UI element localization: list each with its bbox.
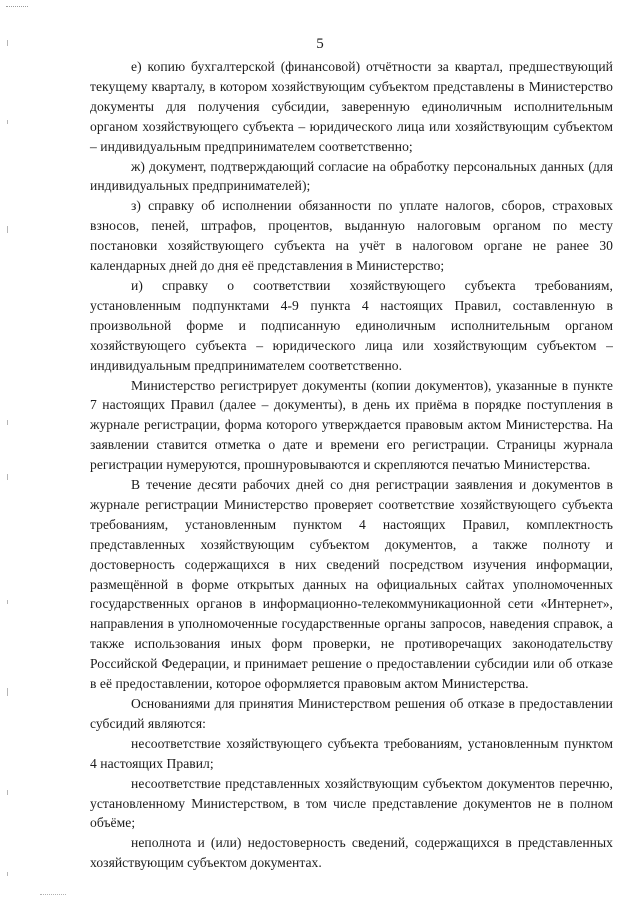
paragraph-refusal-grounds: Основаниями для принятия Министерством решения об отказе в предоставлении субсидий являются: [90,696,613,731]
refusal-ground-item: неполнота и (или) недостоверность сведений, содержащихся в представленных хозяйствующим субъектом документах. [90,835,613,871]
refusal-ground-item: несоответствие представленных хозяйствующим субъектом документов перечню, установленному Министерством, в том числе представление документов не в полном объёме; [90,775,613,831]
paragraph-item-z: з) справку об исполнении обязанности по уплате налогов, сборов, страховых взносов, пеней, штрафов, процентов, выданную налоговым органом по месту постановки хозяйствующего субъекта на учёт в налоговом органе не ранее 30 календарных дней до дня её представления в Министерство; [90,198,613,274]
paragraph-item-i: и) справку о соответствии хозяйствующего субъекта требованиям, установленным подпунктами 4-9 пункта 4 настоящих Правил, составленную в произвольной форме и подписанную единоличным исполнительным органом хозяйствующего субъекта – юридического лица или хозяйствующим субъектом – индивидуальным предпринимателем соответственно. [90,277,613,373]
paragraph-item-e: е) копию бухгалтерской (финансовой) отчётности за квартал, предшествующий текущему кварталу, в котором хозяйствующим субъектом представлены в Министерство документы для получения субсидии, заверенную единоличным исполнительным органом хозяйствующего субъекта – юридического лица или хозяйствующим субъектом – индивидуальным предпринимателем соответственно; [90,59,613,154]
refusal-ground-item: несоответствие хозяйствующего субъекта требованиям, установленным пунктом 4 настоящих Правил; [90,735,613,771]
paragraph-registration: Министерство регистрирует документы (копии документов), указанные в пункте 7 настоящих Правил (далее – документы), в день их приёма в порядке поступления в журнале регистрации, форма которого утверждается правовым актом Министерства. На заявлении ставится отметка о дате и времени его регистрации. Страницы журнала регистрации нумеруются, прошнуровываются и скрепляются печатью Министерства. [90,377,613,473]
scan-mark [7,600,8,604]
paragraph-verification: В течение десяти рабочих дней со дня регистрации заявления и документов в журнале регистрации Министерство проверяет соответствие хозяйствующего субъекта требованиям, установленным пунктом 4 настоящих Правил, комплектность представленных хозяйствующим субъектом документов, а также полноту и достоверность содержащихся в них сведений посредством изучения информации, размещённой в форме открытых данных на официальных сайтах уполномоченных государственных органов в информационно-телекоммуникационной сети «Интернет», направления в уполномоченные государственные органы запросов, наведения справок, а также использования иных форм проверки, не противоречащих законодательству Российской Федерации, и принимает решение о предоставлении субсидии или об отказе в её предоставлении, которое оформляется правовым актом Министерства. [90,477,613,692]
scan-mark [7,688,8,696]
scan-mark [7,226,8,233]
scan-mark [7,474,8,480]
document-body [90,57,613,873]
scan-mark [7,790,8,795]
page-number: 5 [316,36,324,52]
scan-mark [7,120,8,124]
scan-edge-mark [40,894,66,897]
binding-edge [0,0,14,905]
scan-mark [7,872,8,876]
paragraph-item-zh: ж) документ, подтверждающий согласие на обработку персональных данных (для индивидуальных предпринимателей); [90,158,613,194]
scan-mark [7,420,8,425]
